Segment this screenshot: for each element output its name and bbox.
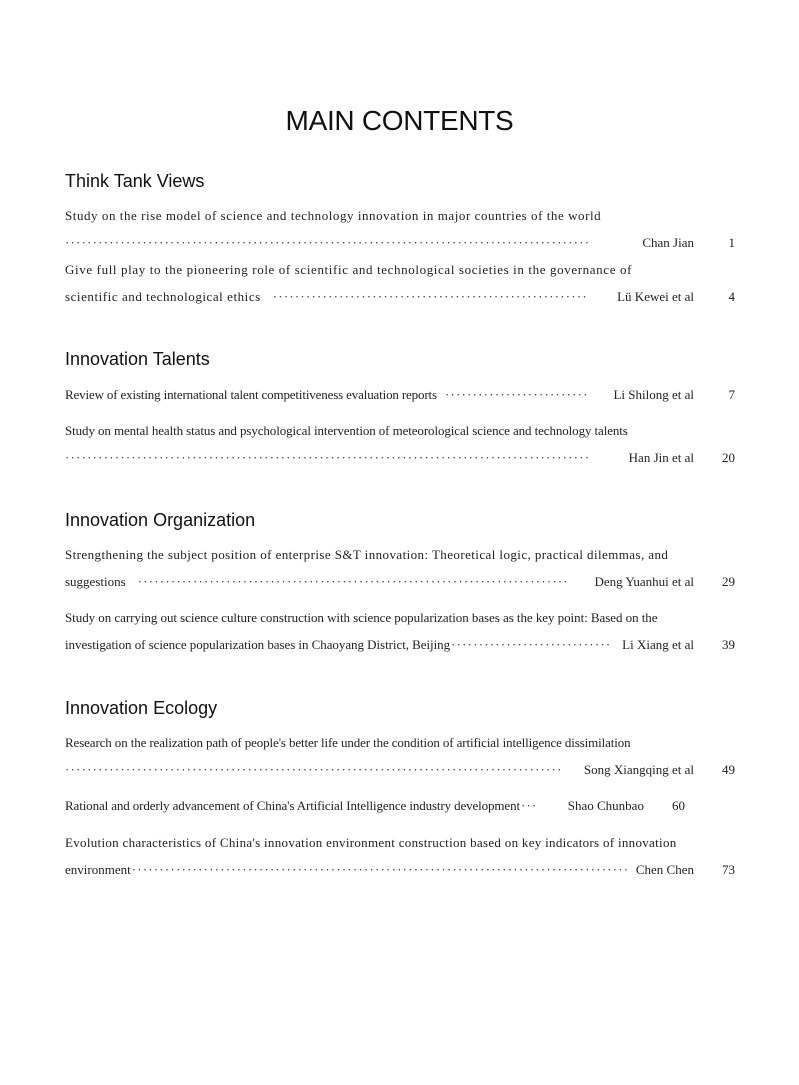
entry-author: Chan Jian xyxy=(642,235,694,250)
entry-author: Li Shilong et al xyxy=(613,387,694,402)
entry-title: Evolution characteristics of China's innovation environment construction based on key indicators of innovation xyxy=(65,835,677,850)
dot-leader xyxy=(65,448,588,468)
entry-page-number[interactable]: 20 xyxy=(722,450,735,465)
entry-title-line xyxy=(65,206,735,226)
entry-title: Research on the realization path of people's better life under the condition of artificial intelligence dissimilation xyxy=(65,735,631,750)
entry-author: Deng Yuanhui et al xyxy=(594,574,694,589)
entry-title: Rational and orderly advancement of China's Artificial Intelligence industry development xyxy=(65,798,520,813)
dot-leader xyxy=(65,233,588,253)
entry-leader-line xyxy=(65,796,735,816)
entry-leader-line xyxy=(65,448,735,468)
entry-leader-line xyxy=(65,860,735,880)
entry-leader-line xyxy=(65,760,735,780)
dot-leader xyxy=(521,796,539,816)
section-heading-innovation-organization: Innovation Organization xyxy=(65,510,256,530)
entry-leader-line xyxy=(65,233,735,253)
dot-leader xyxy=(132,860,627,880)
section-heading-innovation-ecology: Innovation Ecology xyxy=(65,698,218,718)
entry-title-line xyxy=(65,421,735,441)
entry-title: Give full play to the pioneering role of scientific and technological societies in the governance of xyxy=(65,262,633,277)
section-heading-think-tank-views: Think Tank Views xyxy=(65,171,205,191)
entry-author: Shao Chunbao xyxy=(567,798,644,813)
dot-leader xyxy=(445,385,590,405)
entry-author: Chen Chen xyxy=(635,862,694,877)
entry-leader-line xyxy=(65,385,735,405)
entry-page-number[interactable]: 29 xyxy=(722,574,735,589)
entry-author: Li Xiang et al xyxy=(622,637,694,652)
entry-page-number[interactable]: 4 xyxy=(728,289,735,304)
entry-page-number[interactable]: 49 xyxy=(722,762,735,777)
entry-page-number[interactable]: 60 xyxy=(671,798,685,813)
entry-author: Song Xiangqing et al xyxy=(583,762,694,777)
entry-page-number[interactable]: 7 xyxy=(728,387,735,402)
entry-title: Study on the rise model of science and technology innovation in major countries of the world xyxy=(65,208,602,223)
entry-leader-line xyxy=(65,635,735,655)
page-title: MAIN CONTENTS xyxy=(285,105,514,136)
entry-title-line xyxy=(65,260,735,280)
entry-title-continued: investigation of science popularization bases in Chaoyang District, Beijing xyxy=(65,637,451,652)
dot-leader xyxy=(273,287,586,307)
entry-leader-line xyxy=(65,572,735,592)
entry-title-continued: suggestions xyxy=(65,574,126,589)
entry-title-continued: scientific and technological ethics xyxy=(65,289,261,304)
entry-page-number[interactable]: 39 xyxy=(722,637,735,652)
entry-title: Review of existing international talent competitiveness evaluation reports xyxy=(65,387,437,402)
entry-author: Lü Kewei et al xyxy=(617,289,694,304)
entry-title-line xyxy=(65,608,735,628)
entry-author: Han Jin et al xyxy=(628,450,694,465)
entry-title: Study on mental health status and psychological intervention of meteorological science and technology talents xyxy=(65,423,628,438)
section-heading-innovation-talents: Innovation Talents xyxy=(65,349,210,369)
entry-page-number[interactable]: 1 xyxy=(728,235,735,250)
entry-title: Study on carrying out science culture construction with science popularization bases as the key point: Based on the xyxy=(65,610,658,625)
entry-title-line xyxy=(65,545,735,565)
entry-title-line xyxy=(65,733,735,753)
dot-leader xyxy=(65,760,563,780)
dot-leader xyxy=(451,635,609,655)
entry-title-line xyxy=(65,833,735,853)
entry-page-number[interactable]: 73 xyxy=(722,862,735,877)
dot-leader xyxy=(138,572,570,592)
entry-leader-line xyxy=(65,287,735,307)
entry-title: Strengthening the subject position of enterprise S&T innovation: Theoretical logic, practical dilemmas, and xyxy=(65,547,669,562)
entry-title-continued: environment xyxy=(65,862,131,877)
